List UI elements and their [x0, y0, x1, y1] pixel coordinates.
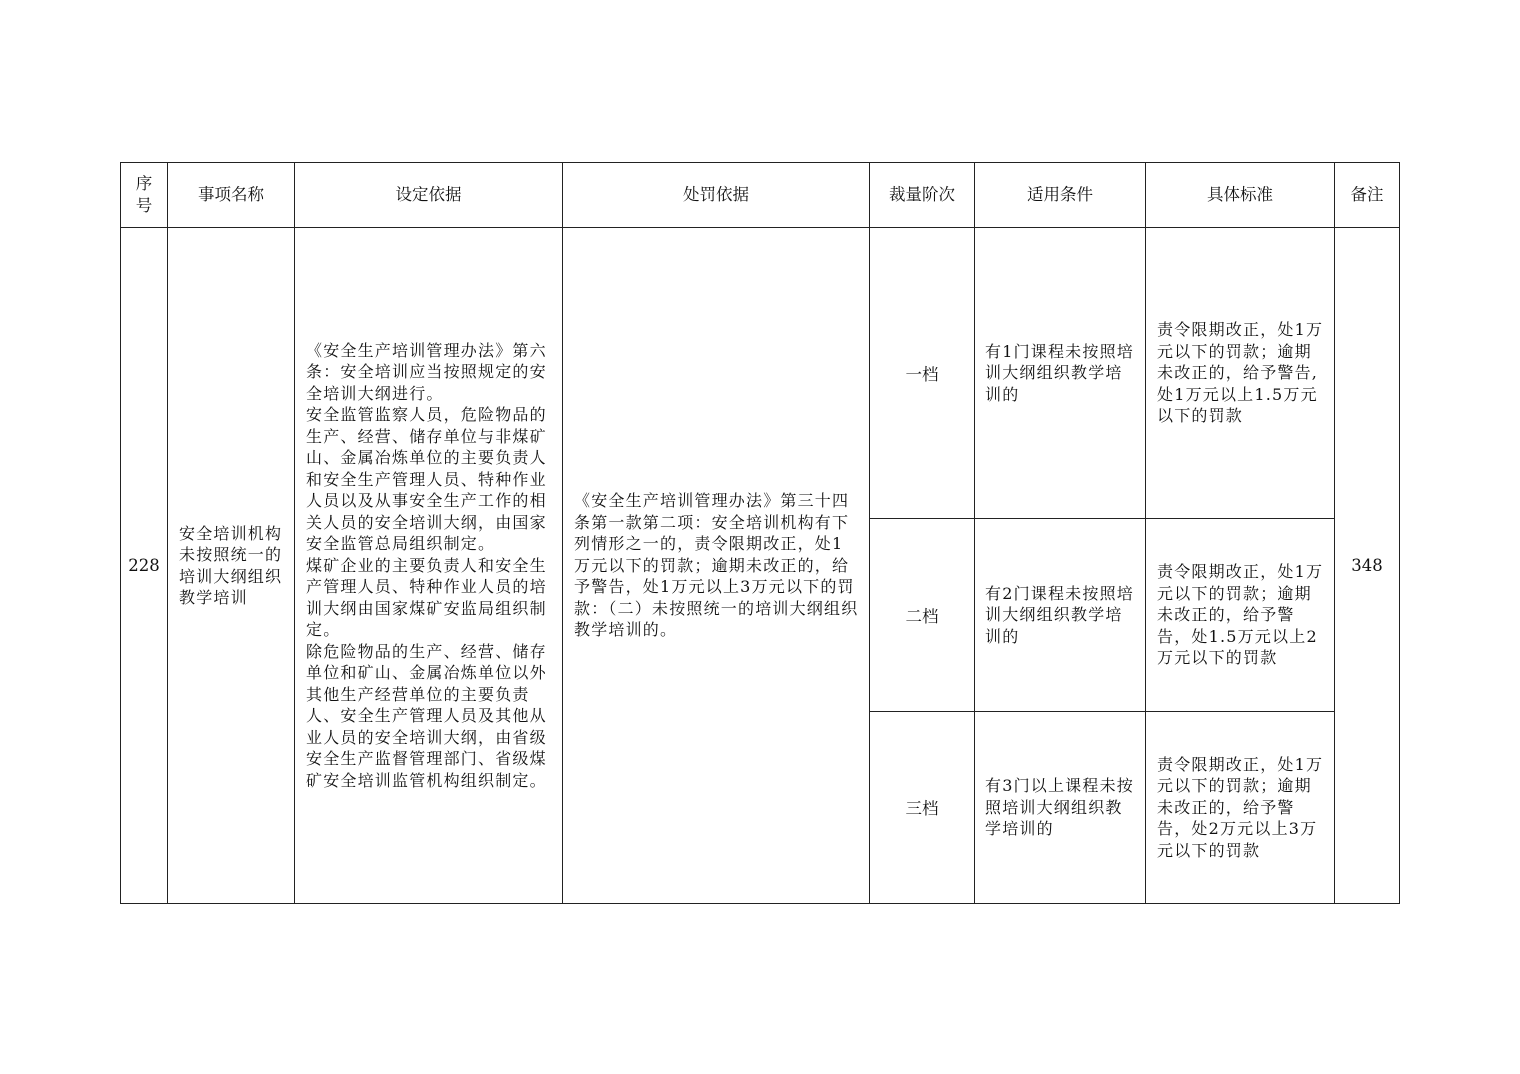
level-cell: 三档 [870, 711, 975, 903]
condition-cell: 有1门课程未按照培训大纲组织教学培训的 [975, 228, 1146, 519]
remarks-cell: 348 [1335, 228, 1400, 904]
level-cell: 一档 [870, 228, 975, 519]
header-penalty-basis: 处罚依据 [563, 163, 870, 228]
standard-cell: 责令限期改正，处1万元以下的罚款；逾期未改正的，给予警告，处2万元以上3万元以下的罚款 [1146, 711, 1335, 903]
standard-cell: 责令限期改正，处1万元以下的罚款；逾期未改正的，给予警告,处1万元以上1.5万元以下的罚款 [1146, 228, 1335, 519]
standard-cell: 责令限期改正，处1万元以下的罚款；逾期未改正的，给予警告，处1.5万元以上2万元以下的罚款 [1146, 519, 1335, 711]
set-basis-paragraph: 《安全生产培训管理办法》第六条：安全培训应当按照规定的安全培训大纲进行。 [306, 340, 547, 403]
penalty-basis-cell: 《安全生产培训管理办法》第三十四条第一款第二项：安全培训机构有下列情形之一的，责令限期改正，处1万元以下的罚款；逾期未改正的，给予警告，处1万元以上3万元以下的罚款：（二）未按照统一的培训大纲组织教学培训的。 [563, 228, 870, 904]
header-level: 裁量阶次 [870, 163, 975, 228]
penalty-discretion-table [120, 162, 1400, 904]
condition-cell: 有2门课程未按照培训大纲组织教学培训的 [975, 519, 1146, 711]
item-name-cell: 安全培训机构未按照统一的培训大纲组织教学培训 [168, 228, 295, 904]
header-row [121, 163, 1400, 228]
header-seq: 序号 [121, 163, 168, 228]
header-standard: 具体标准 [1146, 163, 1335, 228]
level-cell: 二档 [870, 519, 975, 711]
condition-cell: 有3门以上课程未按照培训大纲组织教学培训的 [975, 711, 1146, 903]
header-remarks: 备注 [1335, 163, 1400, 228]
header-item-name: 事项名称 [168, 163, 295, 228]
set-basis-paragraph: 安全监管监察人员，危险物品的生产、经营、储存单位与非煤矿山、金属冶炼单位的主要负责人和安全生产管理人员、特种作业人员以及从事安全生产工作的相关人员的安全培训大纲，由国家安全监管总局组织制定。 [306, 405, 547, 554]
set-basis-cell [295, 228, 563, 904]
set-basis-paragraph: 煤矿企业的主要负责人和安全生产管理人员、特种作业人员的培训大纲由国家煤矿安监局组织制定。 [306, 555, 547, 640]
header-condition: 适用条件 [975, 163, 1146, 228]
table-row [121, 228, 1400, 519]
set-basis-paragraph: 除危险物品的生产、经营、储存单位和矿山、金属冶炼单位以外其他生产经营单位的主要负责人、安全生产管理人员及其他从业人员的安全培训大纲，由省级安全生产监督管理部门、省级煤矿安全培训监管机构组织制定。 [306, 641, 547, 790]
header-set-basis: 设定依据 [295, 163, 563, 228]
seq-cell: 228 [121, 228, 168, 904]
